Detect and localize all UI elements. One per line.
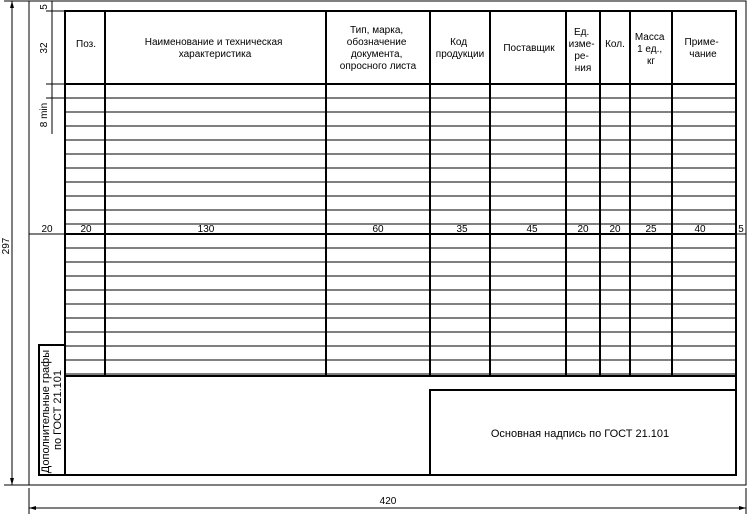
header-unit: Ед. изме- ре- ния: [568, 27, 595, 74]
header-code: Код продукции: [435, 37, 485, 60]
top-margin-dim: 5: [39, 4, 50, 10]
col-dim-supplier: 45: [526, 224, 538, 235]
col-dim-qty: 20: [609, 224, 621, 235]
col-dim-pos: 20: [80, 224, 92, 235]
title-block-label: Основная надпись по ГОСТ 21.101: [490, 428, 670, 440]
row-min-dim: 8 min: [39, 102, 50, 128]
header-name: Наименование и техническая характеристика: [144, 37, 283, 60]
header-pos: Поз.: [76, 39, 96, 50]
col-dim-unit: 20: [577, 224, 589, 235]
col-dim-name: 130: [197, 224, 215, 235]
sheet-border: [29, 1, 746, 485]
arrow-down: [10, 478, 14, 485]
col-dim-code: 35: [456, 224, 468, 235]
left-margin-dim: 20: [41, 224, 53, 235]
right-margin-dim: 5: [738, 224, 744, 235]
sheet-width-dim: 420: [379, 496, 397, 507]
header-height-dim: 32: [39, 42, 50, 54]
header-mass: Масса 1 ед., кг: [634, 32, 665, 67]
col-dim-type: 60: [372, 224, 384, 235]
inner-frame: [65, 11, 736, 475]
arrow-up: [10, 1, 14, 8]
arrow-right: [739, 506, 746, 510]
col-dim-mass: 25: [645, 224, 657, 235]
header-type: Тип, марка, обозначение документа, опросного листа: [339, 25, 417, 72]
col-dim-note: 40: [694, 224, 706, 235]
sheet-height-dim: 297: [1, 237, 12, 255]
header-note: Приме- чание: [684, 37, 719, 60]
header-qty: Кол.: [605, 39, 625, 50]
header-supplier: Поставщик: [503, 43, 555, 54]
extra-columns-label: Дополнительные графы по ГОСТ 21.101: [40, 349, 64, 474]
table-rows: [65, 98, 736, 374]
arrow-left: [29, 506, 36, 510]
